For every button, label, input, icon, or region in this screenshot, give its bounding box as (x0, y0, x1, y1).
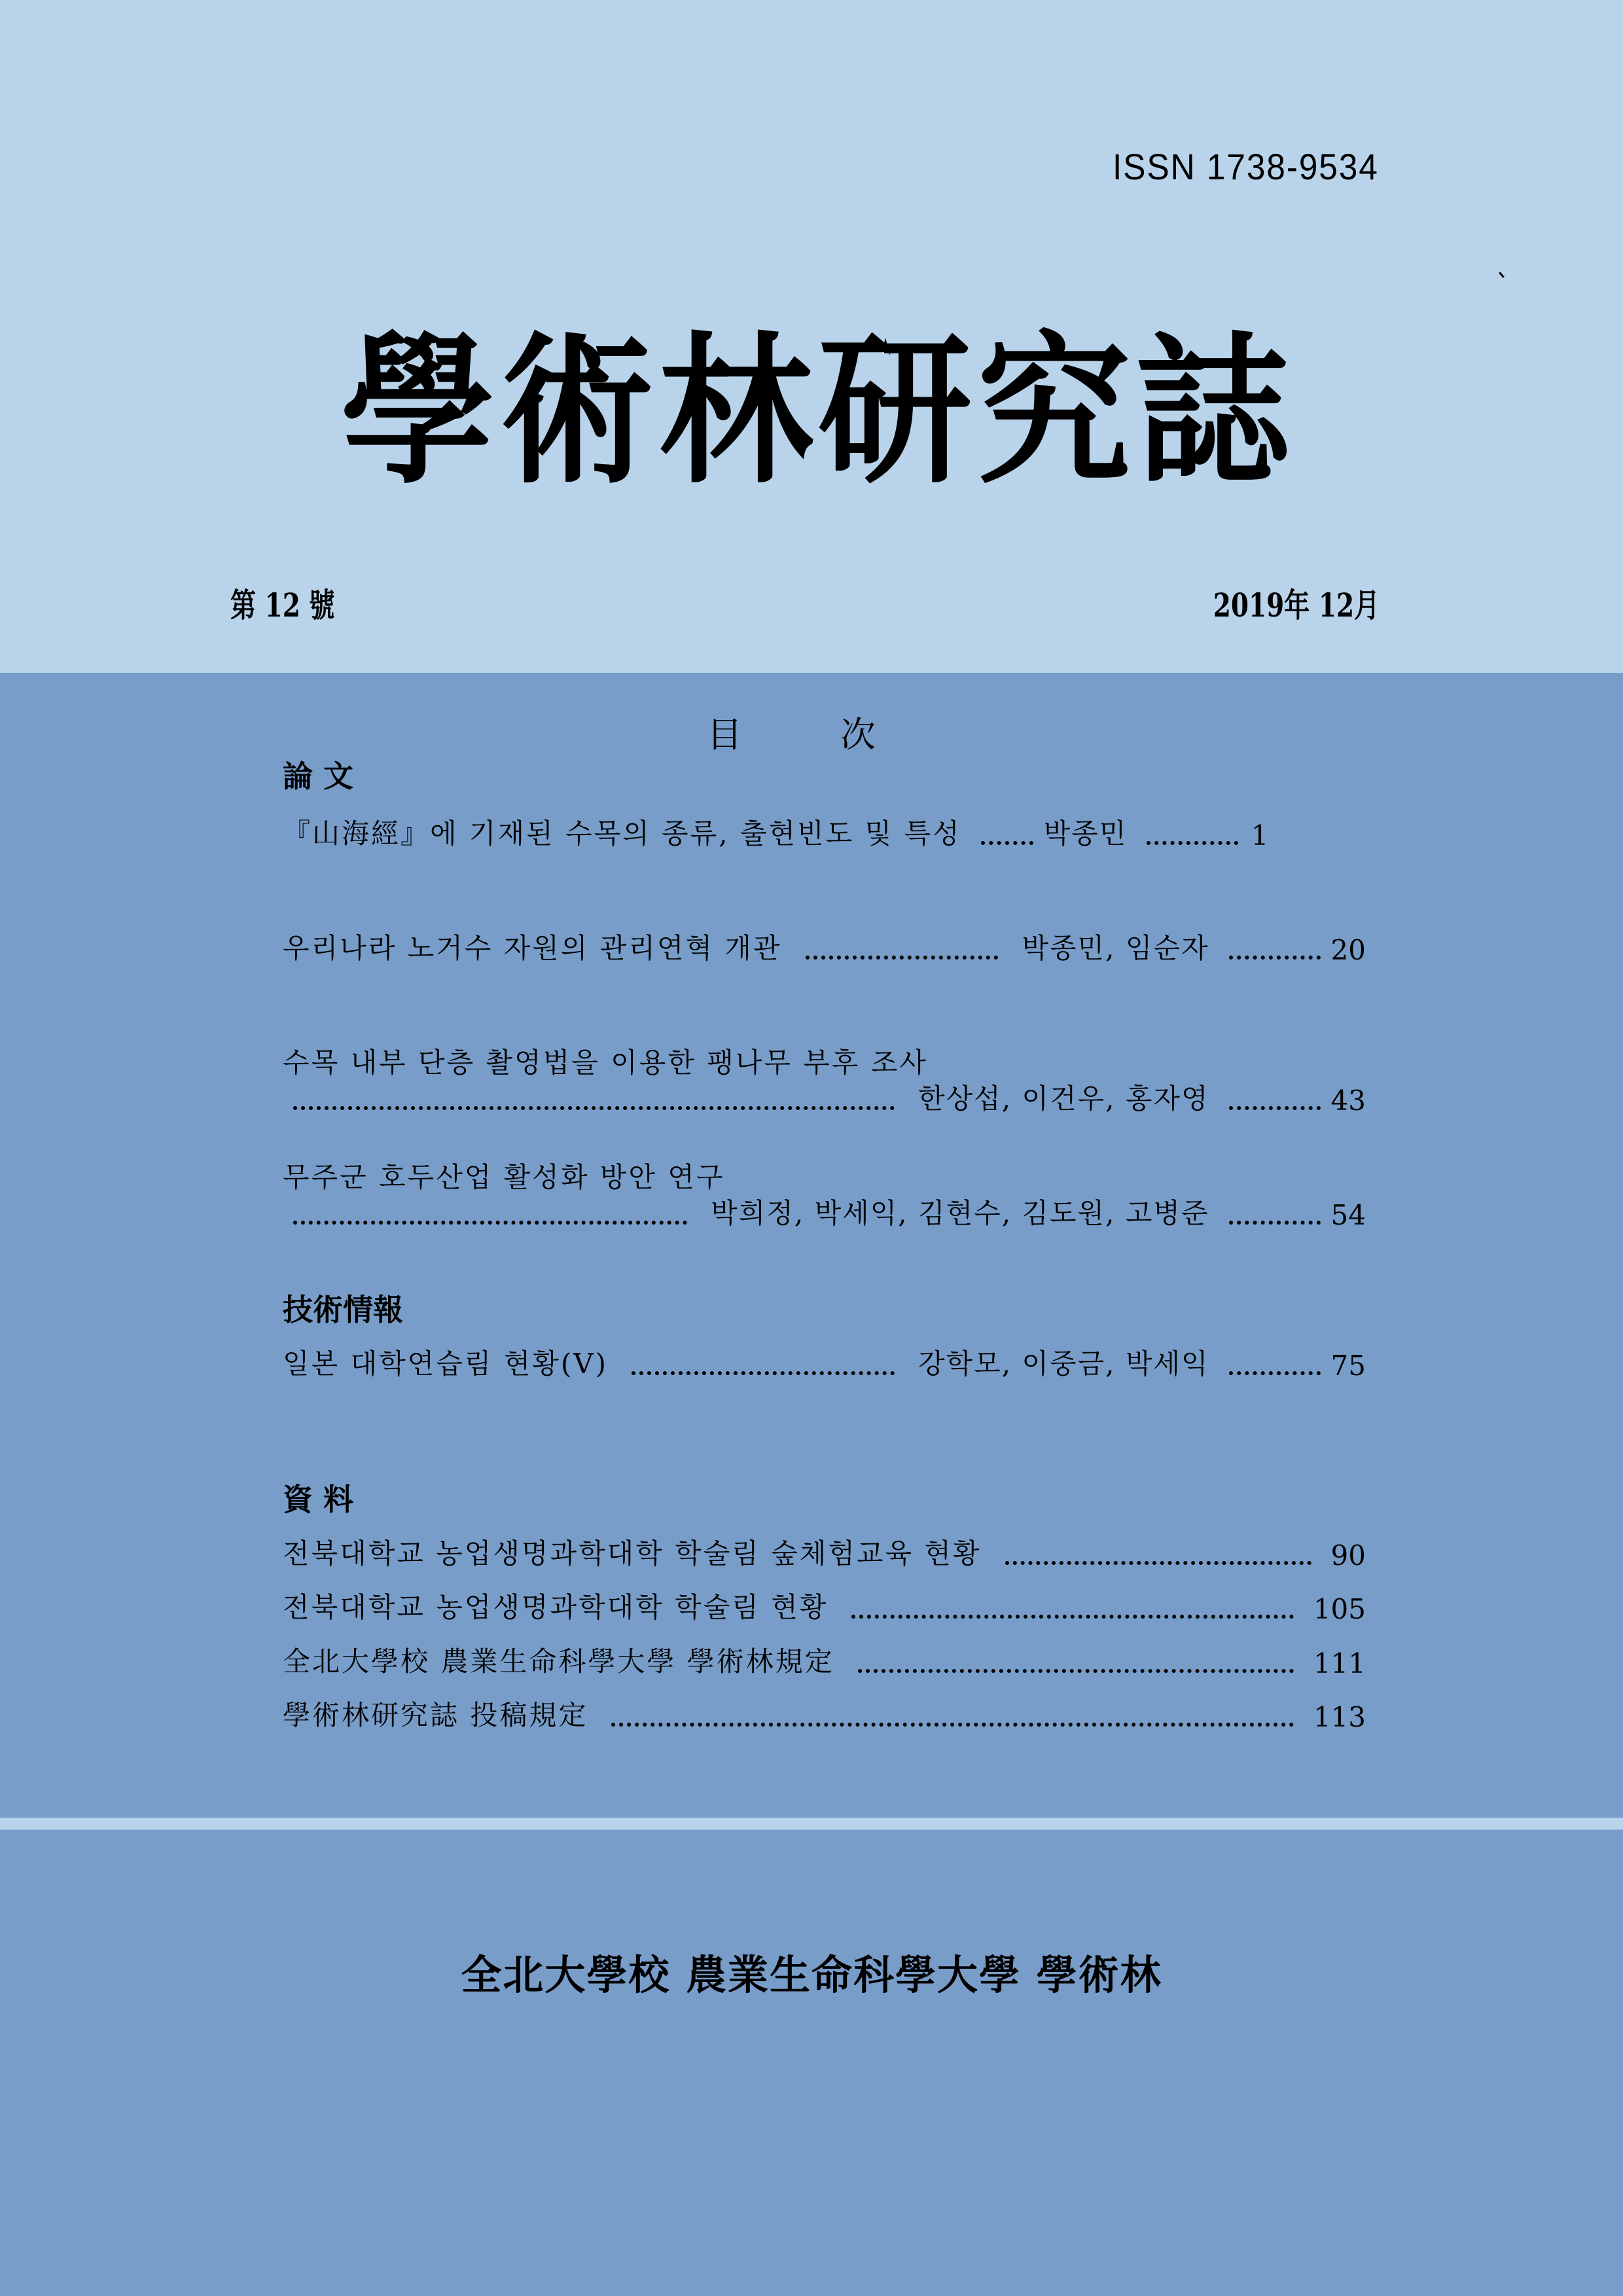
entry-authors: 박희정, 박세익, 김현수, 김도원, 고병준 (711, 1197, 1209, 1229)
toc-entry-title-line[interactable] (283, 1044, 1366, 1081)
entry-page: 113 (1313, 1701, 1366, 1733)
section-heading-papers: 論 文 (283, 759, 354, 794)
toc-entry[interactable] (283, 1696, 1366, 1733)
toc-entry-author-line[interactable] (283, 1080, 1366, 1117)
entry-title: 『山海經』에 기재된 수목의 종류, 출현빈도 및 특성 (283, 817, 961, 850)
dot-leader (632, 1371, 895, 1375)
toc-title (707, 707, 876, 757)
entry-title: 무주군 호두산업 활성화 방안 연구 (283, 1161, 725, 1193)
entry-page: 111 (1313, 1647, 1366, 1679)
entry-page: 105 (1313, 1593, 1366, 1625)
dot-leader (858, 1669, 1294, 1673)
dot-leader (293, 1106, 895, 1110)
entry-authors: 강학모, 이중금, 박세익 (918, 1348, 1209, 1380)
toc-entry[interactable] (283, 929, 1366, 966)
entry-page: 20 (1330, 934, 1366, 966)
entry-page: 1 (1251, 819, 1269, 852)
toc-title-right: 次 (840, 714, 876, 755)
entry-title: 전북대학교 농업생명과학대학 학술림 현황 (283, 1591, 829, 1623)
entry-authors: 박종민 (1043, 817, 1128, 850)
toc-title-left: 目 (707, 714, 742, 755)
entry-page: 90 (1330, 1539, 1366, 1571)
toc-entry-title-line[interactable] (283, 1158, 1366, 1195)
dot-leader (293, 1221, 687, 1225)
toc-entry[interactable] (283, 1643, 1366, 1679)
dot-leader (851, 1615, 1293, 1619)
dot-leader (981, 841, 1033, 845)
journal-title: 學術林研究誌 (341, 318, 1295, 506)
issn-label: ISSN 1738-9534 (1113, 146, 1379, 187)
dot-leader (1229, 956, 1321, 960)
issue-date: 2019年 12月 (1213, 586, 1380, 624)
dot-leader (806, 956, 999, 960)
dot-leader (1229, 1221, 1321, 1225)
entry-title: 수목 내부 단층 촬영법을 이용한 팽나무 부후 조사 (283, 1047, 928, 1079)
cover-bottom-band (0, 1830, 1623, 2296)
toc-entry[interactable] (283, 1345, 1366, 1382)
entry-page: 43 (1330, 1085, 1366, 1117)
entry-title: 우리나라 노거수 자원의 관리연혁 개관 (283, 932, 782, 964)
entry-authors: 한상섭, 이건우, 홍자영 (918, 1083, 1209, 1115)
entry-page: 54 (1330, 1199, 1366, 1231)
section-heading-tech-info: 技術情報 (283, 1292, 403, 1327)
section-heading-materials: 資 料 (283, 1482, 354, 1517)
dot-leader (1147, 841, 1238, 845)
toc-entry-author-line[interactable] (283, 1194, 1366, 1231)
dot-leader (611, 1723, 1293, 1727)
dot-leader (1229, 1106, 1321, 1110)
entry-title: 學術林研究誌 投稿規定 (283, 1699, 588, 1731)
toc-entry[interactable] (283, 815, 1366, 852)
dot-leader (1229, 1371, 1321, 1375)
entry-title: 일본 대학연습림 현황(Ⅴ) (283, 1348, 608, 1380)
divider-stripe (0, 1818, 1623, 1830)
dot-leader (1005, 1561, 1311, 1565)
entry-page: 75 (1330, 1350, 1366, 1382)
toc-entry[interactable] (283, 1535, 1366, 1571)
entry-title: 全北大學校 農業生命科學大學 學術林規定 (283, 1645, 834, 1677)
entry-title: 전북대학교 농업생명과학대학 학술림 숲체험교육 현황 (283, 1537, 982, 1570)
toc-entry[interactable] (283, 1588, 1366, 1625)
entry-authors: 박종민, 임순자 (1022, 932, 1209, 964)
publisher-institution: 全北大學校 農業生命科學大學 學術林 (461, 1951, 1162, 1999)
issue-number: 第 12 號 (230, 586, 335, 624)
